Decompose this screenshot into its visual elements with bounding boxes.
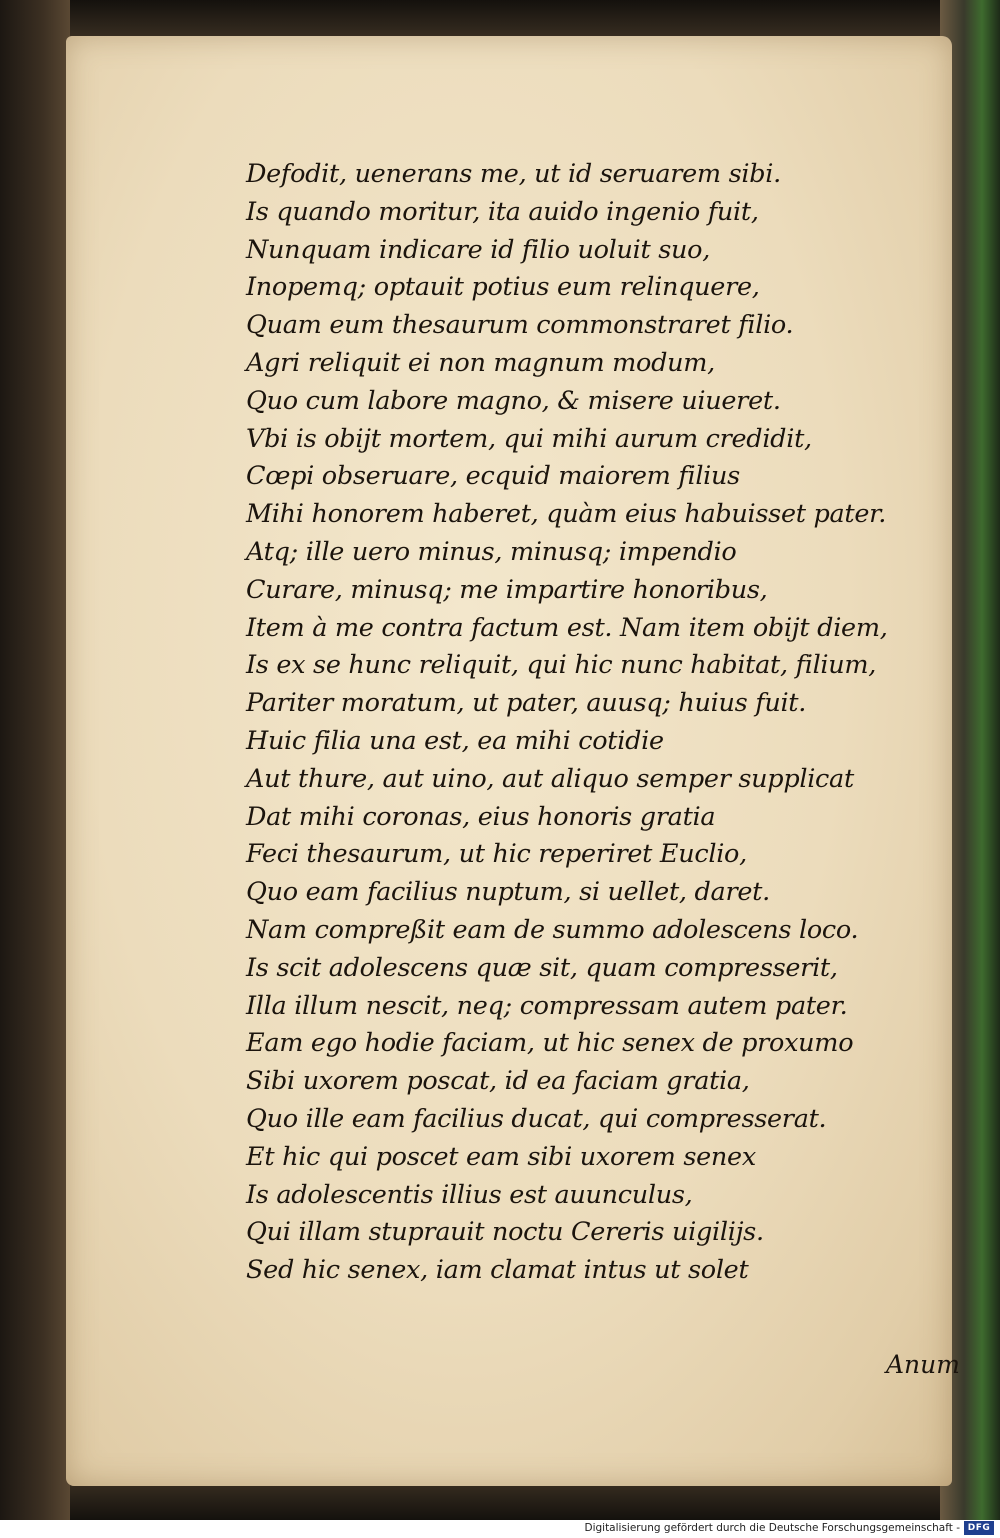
verse-line: Inopemq; optauit potius eum relinquere, <box>246 272 760 303</box>
book-edge-bottom <box>0 1480 1000 1520</box>
verse-line: Quo ille eam facilius ducat, qui compresserat. <box>246 1103 827 1134</box>
verse-line: Et hic qui poscet eam sibi uxorem senex <box>246 1141 756 1172</box>
verse-line: Quo cum labore magno, & misere uiueret. <box>246 385 781 416</box>
verse-line: Qui illam stuprauit noctu Cereris uigilijs. <box>246 1217 764 1248</box>
book-edge-top <box>0 0 1000 40</box>
verse-line: Dat mihi coronas, eius honoris gratia <box>246 801 716 832</box>
verse-line: Illa illum nescit, neq; compressam autem pater. <box>246 990 848 1021</box>
verse-text-block <box>246 156 946 1290</box>
verse-line: Aut thure, aut uino, aut aliquo semper supplicat <box>246 763 854 794</box>
catchword: Anum <box>886 1350 960 1379</box>
dfg-logo: DFG <box>964 1521 994 1535</box>
verse-line: Item à me contra factum est. Nam item obijt diem, <box>246 612 888 643</box>
verse-line: Cœpi obseruare, ecquid maiorem filius <box>246 461 740 492</box>
verse-line: Vbi is obijt mortem, qui mihi aurum credidit, <box>246 423 812 454</box>
verse-line: Defodit, uenerans me, ut id seruarem sibi. <box>246 159 781 189</box>
verse-line: Quo eam facilius nuptum, si uellet, daret. <box>246 877 770 908</box>
verse-line: Quam eum thesaurum commonstraret filio. <box>246 310 794 341</box>
book-edge-left <box>0 0 70 1520</box>
verse-line: Agri reliquit ei non magnum modum, <box>246 347 715 378</box>
verse-line: Pariter moratum, ut pater, auusq; huius fuit. <box>246 688 807 719</box>
verse-line: Huic filia una est, ea mihi cotidie <box>246 725 664 756</box>
verse-line: Is ex se hunc reliquit, qui hic nunc habitat, filium, <box>246 650 877 681</box>
verse-line: Feci thesaurum, ut hic reperiret Euclio, <box>246 839 747 870</box>
digitization-credit: Digitalisierung gefördert durch die Deutsche Forschungsgemeinschaft - <box>584 1522 960 1534</box>
verse-line: Sed hic senex, iam clamat intus ut solet <box>246 1255 749 1286</box>
verse-line: Is quando moritur, ita auido ingenio fuit, <box>246 196 759 227</box>
verse-line: Nunquam indicare id filio uoluit suo, <box>246 234 710 265</box>
verse-line: Curare, minusq; me impartire honoribus, <box>246 574 768 605</box>
verse-line: Nam compreßit eam de summo adolescens loco. <box>246 914 859 945</box>
verse-line: Is adolescentis illius est auunculus, <box>246 1179 693 1210</box>
verse-line: Eam ego hodie faciam, ut hic senex de proxumo <box>246 1028 854 1059</box>
verse-line: Atq; ille uero minus, minusq; impendio <box>246 536 737 567</box>
verse-line: Is scit adolescens quæ sit, quam compresserit, <box>246 952 838 983</box>
verse-line: Mihi honorem haberet, quàm eius habuisset pater. <box>246 499 887 530</box>
verse-line: Sibi uxorem poscat, id ea faciam gratia, <box>246 1066 750 1097</box>
